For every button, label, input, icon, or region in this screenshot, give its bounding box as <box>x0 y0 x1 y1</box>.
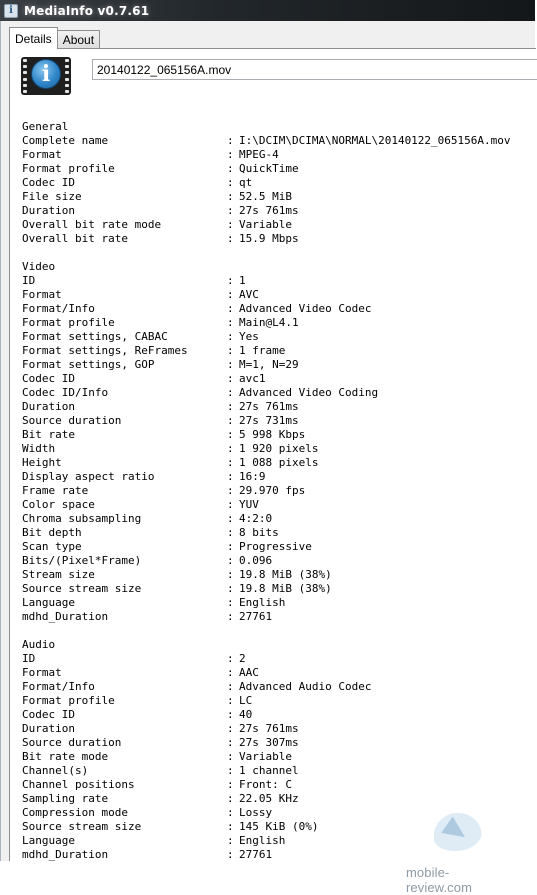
info-value: Variable <box>239 750 292 763</box>
info-key: Overall bit rate mode <box>22 218 162 231</box>
info-key: Format settings, ReFrames <box>22 344 188 357</box>
watermark-text: mobile-review.com <box>406 865 473 895</box>
info-value: Yes <box>239 330 259 343</box>
info-key: mdhd_Duration <box>22 610 109 623</box>
section-gap <box>22 246 537 260</box>
info-separator: : <box>227 708 234 721</box>
info-row <box>22 694 537 708</box>
tab-about[interactable]: About <box>57 30 100 49</box>
info-key: Bit depth <box>22 526 82 539</box>
info-key: Duration <box>22 400 75 413</box>
info-separator: : <box>227 820 234 833</box>
info-separator: : <box>227 596 234 609</box>
info-key: Stream size <box>22 568 95 581</box>
info-separator: : <box>227 792 234 805</box>
title-bar[interactable] <box>0 0 535 21</box>
info-row <box>22 582 537 596</box>
info-separator: : <box>227 610 234 623</box>
info-key: Source stream size <box>22 820 142 833</box>
info-key: Compression mode <box>22 806 128 819</box>
info-row <box>22 568 537 582</box>
info-separator: : <box>227 848 234 861</box>
info-row <box>22 344 537 358</box>
info-key: Bits/(Pixel*Frame) <box>22 554 142 567</box>
info-value: YUV <box>239 498 259 511</box>
tab-details[interactable]: Details <box>9 27 58 49</box>
info-separator: : <box>227 484 234 497</box>
info-separator: : <box>227 694 234 707</box>
info-key: Format <box>22 666 62 679</box>
info-key: Width <box>22 442 56 455</box>
info-key: Format profile <box>22 694 115 707</box>
info-value: avc1 <box>239 372 266 385</box>
info-value: 4:2:0 <box>239 512 273 525</box>
info-key: Duration <box>22 722 75 735</box>
info-key: Bit rate <box>22 428 75 441</box>
info-separator: : <box>227 176 234 189</box>
info-row <box>22 330 537 344</box>
info-key: ID <box>22 274 36 287</box>
section-gap <box>22 624 537 638</box>
section-title: General <box>22 120 69 133</box>
info-key: File size <box>22 190 82 203</box>
info-key: Format/Info <box>22 302 95 315</box>
info-row <box>22 666 537 680</box>
info-separator: : <box>227 540 234 553</box>
info-separator: : <box>227 274 234 287</box>
info-value: English <box>239 834 286 847</box>
info-value: 19.8 MiB (38%) <box>239 582 332 595</box>
info-row <box>22 526 537 540</box>
filename-field[interactable] <box>92 59 537 80</box>
info-row <box>22 134 537 148</box>
info-row <box>22 400 537 414</box>
info-separator: : <box>227 554 234 567</box>
info-value: 27s 761ms <box>239 722 299 735</box>
info-value: qt <box>239 176 253 189</box>
info-separator: : <box>227 134 234 147</box>
info-value: MPEG-4 <box>239 148 279 161</box>
info-separator: : <box>227 442 234 455</box>
info-separator: : <box>227 204 234 217</box>
info-separator: : <box>227 372 234 385</box>
info-value: Lossy <box>239 806 273 819</box>
media-info-film-icon <box>21 57 71 95</box>
info-key: Language <box>22 596 75 609</box>
info-row <box>22 218 537 232</box>
info-row <box>22 190 537 204</box>
info-value: 8 bits <box>239 526 279 539</box>
info-key: Source stream size <box>22 582 142 595</box>
info-separator: : <box>227 498 234 511</box>
info-value: 1 088 pixels <box>239 456 319 469</box>
info-separator: : <box>227 806 234 819</box>
info-value: English <box>239 596 286 609</box>
info-row <box>22 792 537 806</box>
info-key: Chroma subsampling <box>22 512 142 525</box>
info-key: Format profile <box>22 162 115 175</box>
info-row <box>22 470 537 484</box>
info-value: Variable <box>239 218 292 231</box>
info-row <box>22 554 537 568</box>
info-row <box>22 512 537 526</box>
info-separator: : <box>227 750 234 763</box>
info-row <box>22 456 537 470</box>
info-separator: : <box>227 666 234 679</box>
info-key: ID <box>22 652 36 665</box>
info-key: Source duration <box>22 414 122 427</box>
info-value: Advanced Video Coding <box>239 386 379 399</box>
info-row <box>22 778 537 792</box>
info-separator: : <box>227 400 234 413</box>
info-value: 27s 761ms <box>239 400 299 413</box>
info-row <box>22 386 537 400</box>
info-separator: : <box>227 344 234 357</box>
info-row <box>22 232 537 246</box>
filename-text: 20140122_065156A.mov <box>97 62 232 77</box>
info-separator: : <box>227 526 234 539</box>
info-value: 27761 <box>239 848 273 861</box>
info-row <box>22 162 537 176</box>
info-row <box>22 414 537 428</box>
info-key: Format settings, GOP <box>22 358 155 371</box>
info-separator: : <box>227 778 234 791</box>
info-separator: : <box>227 330 234 343</box>
info-separator: : <box>227 680 234 693</box>
info-key: Format profile <box>22 316 115 329</box>
window-title: MediaInfo v0.7.61 <box>24 3 150 18</box>
info-value: AVC <box>239 288 259 301</box>
info-value: I:\DCIM\DCIMA\NORMAL\20140122_065156A.mov <box>239 134 511 147</box>
info-row <box>22 652 537 666</box>
info-key: Codec ID <box>22 708 75 721</box>
info-separator: : <box>227 582 234 595</box>
tab-bar <box>9 27 100 49</box>
info-row <box>22 764 537 778</box>
info-value: 29.970 fps <box>239 484 306 497</box>
info-separator: : <box>227 190 234 203</box>
window-body <box>0 21 535 895</box>
info-row <box>22 680 537 694</box>
info-row <box>22 540 537 554</box>
info-row <box>22 176 537 190</box>
details-panel <box>9 48 536 895</box>
info-row <box>22 372 537 386</box>
info-row <box>22 204 537 218</box>
info-key: Codec ID/Info <box>22 386 109 399</box>
info-separator: : <box>227 456 234 469</box>
info-row <box>22 428 537 442</box>
info-value: 1 channel <box>239 764 299 777</box>
info-key: Format settings, CABAC <box>22 330 168 343</box>
info-value: Front: C <box>239 778 292 791</box>
info-separator: : <box>227 302 234 315</box>
info-row <box>22 442 537 456</box>
info-separator: : <box>227 288 234 301</box>
info-key: Format <box>22 148 62 161</box>
info-key: Channel(s) <box>22 764 89 777</box>
info-key: Format <box>22 288 62 301</box>
info-separator: : <box>227 386 234 399</box>
info-key: Bit rate mode <box>22 750 109 763</box>
info-separator: : <box>227 512 234 525</box>
info-row <box>22 722 537 736</box>
info-key: Height <box>22 456 62 469</box>
info-value: Main@L4.1 <box>239 316 299 329</box>
info-row <box>22 736 537 750</box>
info-value: 0.096 <box>239 554 273 567</box>
info-circle-icon: i <box>31 59 61 89</box>
info-separator: : <box>227 414 234 427</box>
section-title: Video <box>22 260 56 273</box>
info-key: Frame rate <box>22 484 89 497</box>
info-key: Codec ID <box>22 372 75 385</box>
info-separator: : <box>227 162 234 175</box>
section-title: Audio <box>22 638 56 651</box>
info-row <box>22 484 537 498</box>
info-value: 1 frame <box>239 344 286 357</box>
info-separator: : <box>227 652 234 665</box>
info-key: Scan type <box>22 540 82 553</box>
info-separator: : <box>227 568 234 581</box>
info-value: QuickTime <box>239 162 299 175</box>
info-row <box>22 288 537 302</box>
info-key: Complete name <box>22 134 109 147</box>
info-separator: : <box>227 764 234 777</box>
info-value: 15.9 Mbps <box>239 232 299 245</box>
info-row <box>22 302 537 316</box>
info-value: Advanced Audio Codec <box>239 680 372 693</box>
info-key: Format/Info <box>22 680 95 693</box>
info-row <box>22 316 537 330</box>
info-separator: : <box>227 722 234 735</box>
info-value: LC <box>239 694 253 707</box>
info-row <box>22 274 537 288</box>
info-key: Codec ID <box>22 176 75 189</box>
info-row <box>22 596 537 610</box>
info-value: 22.05 KHz <box>239 792 299 805</box>
info-separator: : <box>227 316 234 329</box>
info-separator: : <box>227 736 234 749</box>
info-key: Language <box>22 834 75 847</box>
info-key: Duration <box>22 204 75 217</box>
info-row <box>22 358 537 372</box>
info-key: Overall bit rate <box>22 232 128 245</box>
info-value: Progressive <box>239 540 312 553</box>
info-value: 2 <box>239 652 246 665</box>
info-key: Color space <box>22 498 95 511</box>
info-value: 16:9 <box>239 470 266 483</box>
info-key: Channel positions <box>22 778 135 791</box>
info-separator: : <box>227 470 234 483</box>
info-row <box>22 610 537 624</box>
app-icon[interactable]: i <box>4 4 18 18</box>
media-info-text[interactable] <box>22 120 537 862</box>
info-value: 1 <box>239 274 246 287</box>
info-key: Sampling rate <box>22 792 109 805</box>
info-row <box>22 708 537 722</box>
info-separator: : <box>227 148 234 161</box>
info-key: Source duration <box>22 736 122 749</box>
film-holes-right <box>64 57 70 95</box>
info-value: M=1, N=29 <box>239 358 299 371</box>
info-row <box>22 498 537 512</box>
info-value: 145 KiB (0%) <box>239 820 319 833</box>
info-key: Display aspect ratio <box>22 470 155 483</box>
info-separator: : <box>227 218 234 231</box>
info-separator: : <box>227 358 234 371</box>
info-key: mdhd_Duration <box>22 848 109 861</box>
info-separator: : <box>227 232 234 245</box>
info-value: 27761 <box>239 610 273 623</box>
info-value: 27s 731ms <box>239 414 299 427</box>
info-value: 5 998 Kbps <box>239 428 306 441</box>
info-separator: : <box>227 834 234 847</box>
info-value: AAC <box>239 666 259 679</box>
info-value: 40 <box>239 708 253 721</box>
info-separator: : <box>227 428 234 441</box>
info-value: Advanced Video Codec <box>239 302 372 315</box>
info-value: 19.8 MiB (38%) <box>239 568 332 581</box>
film-holes-left <box>22 57 28 95</box>
info-value: 52.5 MiB <box>239 190 292 203</box>
info-row <box>22 750 537 764</box>
watermark <box>403 809 513 895</box>
info-value: 27s 307ms <box>239 736 299 749</box>
info-row <box>22 148 537 162</box>
info-value: 1 920 pixels <box>239 442 319 455</box>
info-value: 27s 761ms <box>239 204 299 217</box>
